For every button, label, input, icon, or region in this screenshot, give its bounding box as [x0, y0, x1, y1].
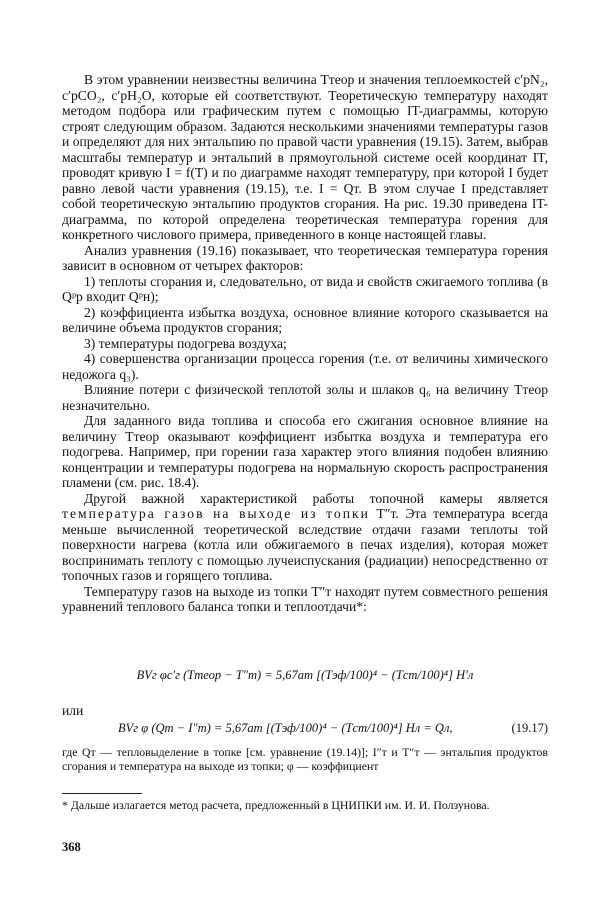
temp-text-before: Другой важной характеристикой работы топочной камеры является [84, 490, 548, 506]
footnote: * Дальше излагается метод расчета, предложенный в ЦНИПКИ им. И. И. Ползунова. [62, 798, 490, 812]
paragraph-analysis: Анализ уравнения (19.16) показывает, что теоретическая температура горения зависит в основном от четырех факторов: [62, 242, 548, 273]
page-number: 368 [62, 840, 81, 854]
factor-3: 3) температуры подогрева воздуха; [84, 335, 287, 351]
factor-2: 2) коэффициента избытка воздуха, основное влияние которого сказывается на величине объема продуктов сгорания; [62, 304, 548, 335]
factor-1: 1) теплоты сгорания и, следовательно, от вида и свойств сжигаемого топлива (в Qᵖр входит Qᵖн); [62, 273, 548, 304]
paragraph-exit-temperature [62, 491, 548, 584]
temp-text-spaced: температура газов на выходе из топки [62, 506, 370, 521]
formula-legend: где Qт — тепловыделение в топке [см. уравнение (19.14)]; I″т и T″т — энтальпия продуктов сгорания и температура на выходе из топки; φ — коэффициент [62, 745, 548, 773]
equation-number: (19.17) [511, 721, 548, 735]
temp-text-after: T″т. Эта температура всегда меньше вычисленной теоретической вследствие отдачи газами теплоты той поверхности нагрева (котла или обжигаемого в печах изделия), которая может воспринимать теплоту с помощью лучеиспускания (радиации) непосредственно от топочных газов и горящего топлива. [62, 506, 548, 583]
paragraph-influence: Для заданного вида топлива и способа его сжигания основное влияние на величину Tтеор оказывают коэффициент избытка воздуха и температура его подогрева. Например, при горении газа характер этого влияния подобен влиянию концентрации и температуры подогрева на нормальную скорость распространения пламени (см. рис. 18.4). [62, 413, 548, 490]
formula-heat-balance: BVг φc′г (Tтеор − T″т) = 5,67aт [(Tэф/100)⁴ − (Tст/100)⁴] H′л [136, 668, 474, 682]
footnote-divider [62, 793, 142, 794]
paragraph-losses: Влияние потери с физической теплотой золы и шлаков q₆ на величину Tтеор незначительно. [62, 382, 548, 413]
or-word: или [62, 703, 84, 718]
body-text [62, 72, 548, 615]
formula-19-17-expression: BVг φ (Qт − I″т) = 5,67aт [(Tэф/100)⁴ − (Tст/100)⁴] Hл = Qл, [118, 721, 453, 735]
paragraph-unknowns: В этом уравнении неизвестны величина Tтеор и значения теплоемкостей c′pN₂, c′pCO₂, c′pH₂O, которые ей соответствуют. Теоретическую температуру находят методом подбора или графическим путем с помощью IT-диаграммы, которую строят следующим образом. Задаются несколькими значениями температуры газов и определяют для них энтальпию по правой части уравнения (19.15). Затем, выбрав масштабы температур и энтальпий в прямоугольной системе осей координат IT, проводят кривую I = f(T) и по диаграмме находят температуру, при которой I будет равно левой части уравнения (19.15), т.е. I = Qт. В этом случае I представляет собой теоретическую энтальпию продуктов сгорания. На рис. 19.30 приведена IT-диаграмма, по которой определена теоретическая температура горения для конкретного числового примера, приведенного в конце настоящей главы. [62, 72, 548, 242]
paragraph-solution: Температуру газов на выходе из топки T″т находят путем совместного решения уравнений теплового баланса топки и теплоотдачи*: [62, 583, 548, 614]
factor-4: 4) совершенства организации процесса горения (т.е. от величины химического недожога q₃). [62, 351, 548, 382]
